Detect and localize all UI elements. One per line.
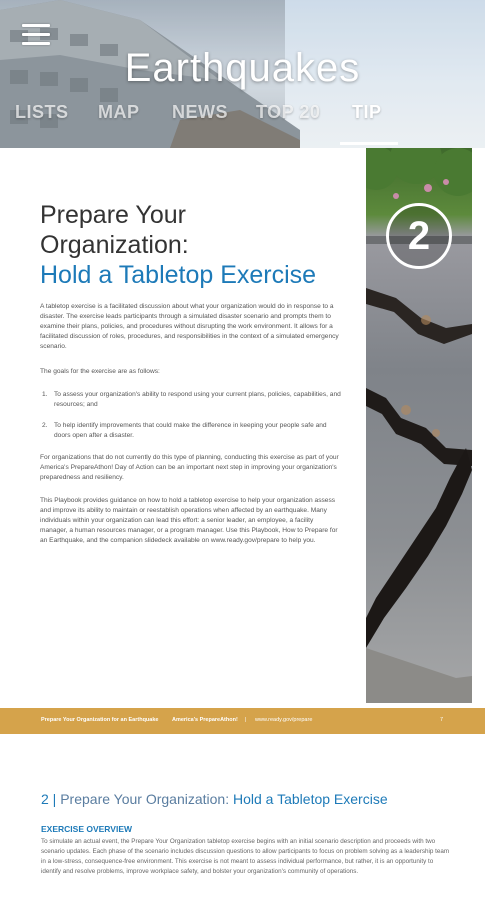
section-number-badge: 2 <box>386 203 452 269</box>
page-2-title: 2 | Prepare Your Organization: Hold a Tabletop Exercise <box>41 791 388 807</box>
footer-page-number: 7 <box>440 717 444 723</box>
tab-top-20[interactable]: TOP 20 <box>256 102 321 122</box>
app-header <box>0 0 485 148</box>
goals-lead: The goals for the exercise are as follows: <box>40 368 160 375</box>
page-footer <box>0 708 485 734</box>
title-line-3: Hold a Tabletop Exercise <box>40 261 317 289</box>
footer-doc-title: Prepare Your Organization for an Earthquake <box>41 717 159 723</box>
tab-map[interactable]: MAP <box>98 102 140 122</box>
earthquake-crack-photo <box>366 148 472 703</box>
paragraph-2: For organizations that do not currently do this type of planning, conducting this exercise as part of your America's PrepareAthon! Day of Action can be an important next step in improving your organization's preparedness and resiliency. <box>40 454 339 481</box>
footer-url[interactable]: www.ready.gov/prepare <box>255 717 313 723</box>
active-tab-indicator <box>340 142 398 145</box>
hamburger-menu-icon[interactable] <box>22 24 50 46</box>
document-page-1 <box>0 148 485 708</box>
tab-news[interactable]: NEWS <box>172 102 228 122</box>
tab-tip[interactable]: TIP <box>352 102 382 122</box>
goal-item-2: 2. To help identify improvements that could make the difference in keeping your people safe and doors open after a disaster. <box>42 422 327 439</box>
footer-campaign: America's PrepareAthon! <box>172 717 238 723</box>
page-title <box>40 200 360 290</box>
exercise-overview-heading: EXERCISE OVERVIEW <box>41 824 133 834</box>
tab-lists[interactable]: LISTS <box>15 102 69 122</box>
exercise-overview-body: To simulate an actual event, the Prepare Your Organization tabletop exercise begins with an initial scenario description and proceeds with two scenario updates. Each phase of the scenario includes discussion questions to allow participants to focus on problem solving as a leadership team in a low-stress, consequence-free environment. This exercise is not meant to assess individual performance, but rather, it is an opportunity to identify and resolve problems, improve workplace safety, and bolster your organization's community of operations. <box>41 838 450 875</box>
footer-divider: | <box>245 717 247 723</box>
title-line-2: Organization: <box>40 231 189 259</box>
document-page-2 <box>0 734 485 900</box>
title-line-1: Prepare Your <box>40 201 186 229</box>
app-title: Earthquakes <box>124 46 361 90</box>
intro-paragraph: A tabletop exercise is a facilitated discussion about what your organization would do in response to a disaster. The exercise leads participants through a simulated disaster scenario and prompts them to examine their plans, policies, and procedures without disrupting the work environment. It allows for a facilitated discussion of roles, procedures, and responsibilities in the context of a simulated emergency scenario. <box>40 303 339 350</box>
goal-item-1: 1. To assess your organization's ability to respond using your current plans, policies, capabilities, and resources; and <box>42 391 341 408</box>
paragraph-3: This Playbook provides guidance on how to hold a tabletop exercise to help your organization assess and improve its ability to maintain or reestablish operations when affected by an earthquake. Many individuals within your organization can lead this effort: a senior leader, an employee, a facility manager, a human resources manager, or a program manager. Use this Playbook, How to Prepare for an Earthquake, and the companion slidedeck available on www.ready.gov/prepare to help you. <box>40 497 338 544</box>
tab-bar <box>0 100 485 148</box>
